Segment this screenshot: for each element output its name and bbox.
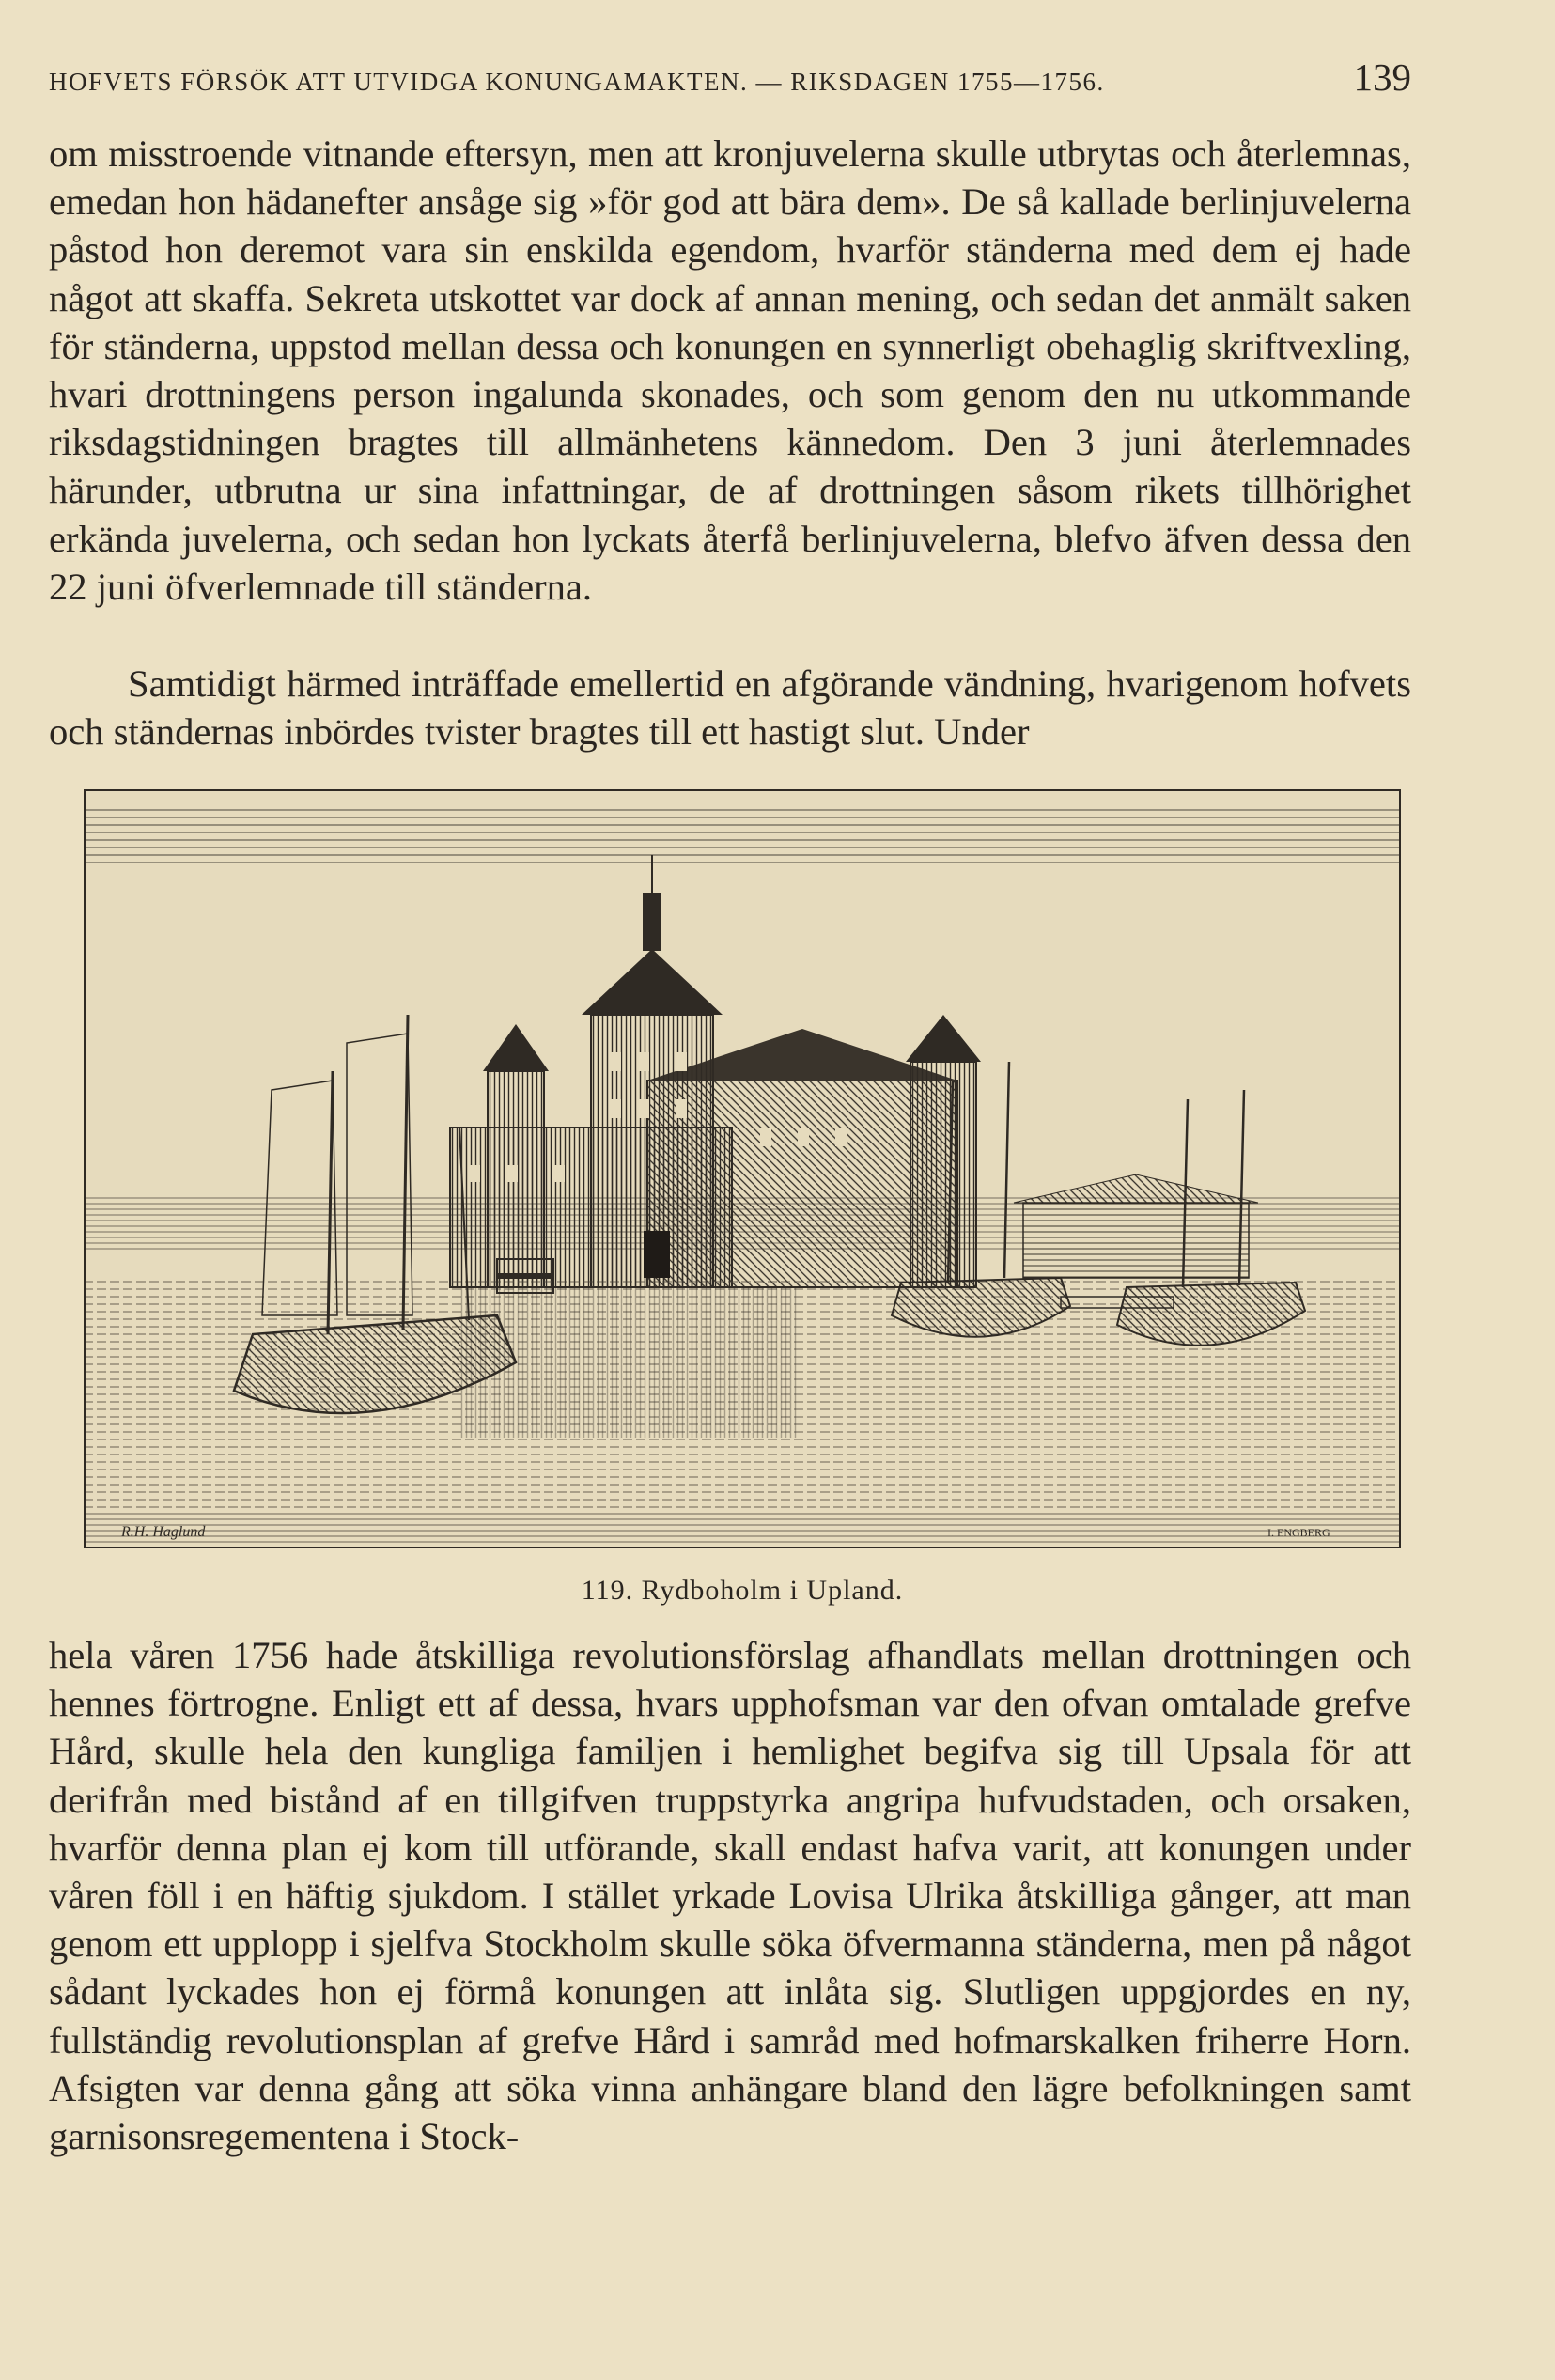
side-buildings [1023, 1203, 1249, 1278]
figure-caption: 119. Rydboholm i Upland. [581, 1575, 904, 1606]
paragraph-1: om misstroende vitnande eftersyn, men att kronjuvelerna skulle utbrytas och återlemnas, emedan hon hädanefter ansåge sig »för god att bära dem». De så kallade berlinjuvelerna påstod hon deremot vara sin enskilda egendom, hvarför ständerna med dem ej hade något att skaffa. Sekreta utskottet var dock af annan mening, och sedan det anmält saken för ständerna, uppstod mellan dessa och konungen en synnerligt obehaglig skriftvexling, hvari drottningens person ingalunda skonades, och som genom den nu utkommande riksdagstidningen bragtes till allmänhetens kännedom. Den 3 juni återlemnades härunder, utbrutna ur sina infattningar, de af drottningen såsom rikets tillhörighet erkända juvelerna, och sedan hon lyckats återfå berlinjuvelerna, blefvo äfven dessa den 22 juni öfverlemnade till ständerna. [49, 132, 1411, 608]
engraving-rydboholm [84, 789, 1401, 1548]
paragraph-2: Samtidigt härmed inträffade emellertid en afgörande vändning, hvarigenom hofvets och ständernas inbördes tvister bragtes till ett hastigt slut. Under [49, 662, 1411, 754]
running-head-title: HOFVETS FÖRSÖK ATT UTVIDGA KONUNGAMAKTEN. — RIKSDAGEN 1755—1756. [49, 68, 1105, 96]
engraver-signature-left: R.H. Haglund [121, 1524, 206, 1540]
paragraph-3: hela våren 1756 hade åtskilliga revolutionsförslag afhandlats mellan drottningen och hennes förtrogne. Enligt ett af dessa, hvars upphofsman var den ofvan omtalade grefve Hård, skulle hela den kungliga familjen i hemlighet begifva sig till Upsala för att derifrån med bistånd af en tillgifven truppstyrka angripa hufvudstaden, och orsaken, hvarför denna plan ej kom till utförande, skall endast hafva varit, att konungen under våren föll i en häftig sjukdom. I stället yrkade Lovisa Ulrika åtskilliga gånger, att man genom ett upplopp i sjelfva Stockholm skulle söka öfvermanna ständerna, men på något sådant lyckades hon ej förmå konungen att inlåta sig. Slutligen uppgjordes en ny, fullständig revolutionsplan af grefve Hård i samråd med hofmarskalken friherre Horn. Afsigten var denna gång att söka vinna anhängare bland den lägre befolkningen samt garnisonsregementena i Stock- [49, 1634, 1411, 2158]
engraving-figure [84, 789, 1401, 1548]
running-head [49, 54, 1411, 100]
page-number: 139 [1353, 55, 1411, 99]
engraver-signature-right: I. ENGBERG [1267, 1526, 1330, 1539]
